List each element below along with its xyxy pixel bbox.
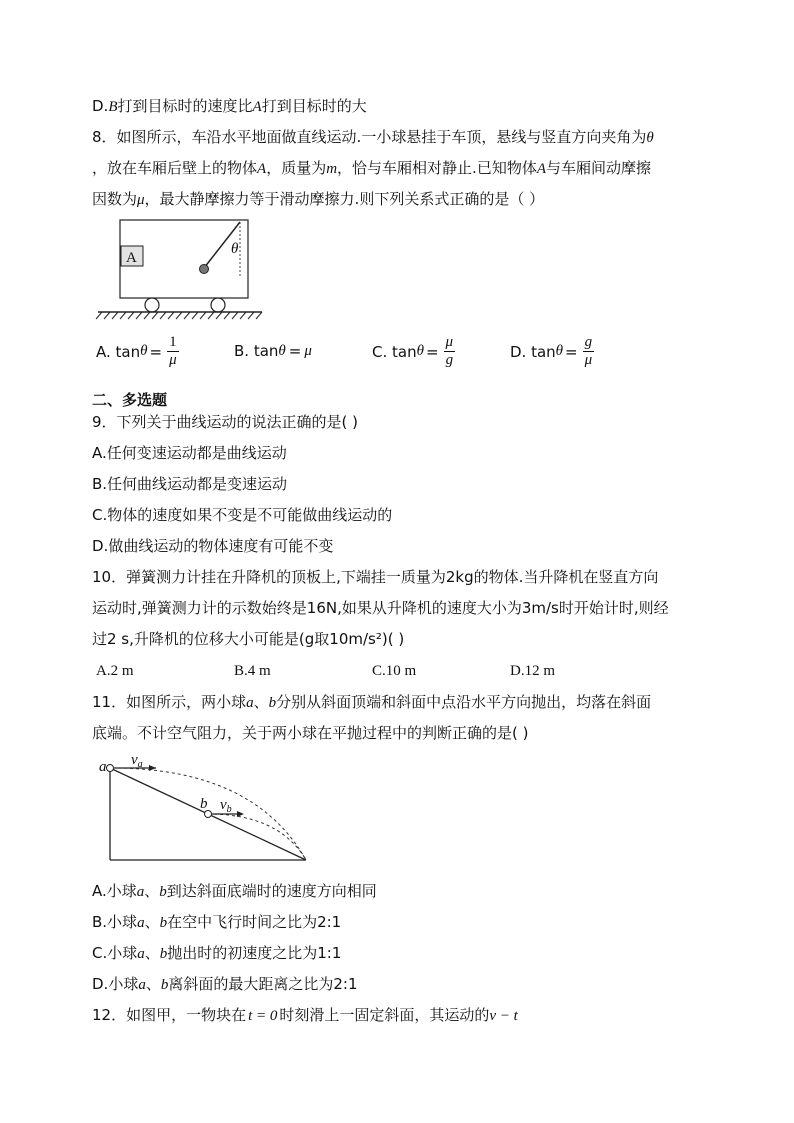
stem-text: 12．如图甲，一物块在 xyxy=(92,1006,247,1024)
var-a: a xyxy=(137,946,145,962)
q9-option-c: C.物体的速度如果不变是不可能做曲线运动的 xyxy=(92,506,393,524)
option-prefix: B. tan xyxy=(234,342,279,360)
option-prefix: D.小球 xyxy=(92,975,139,993)
fraction xyxy=(583,334,595,369)
var-mu: μ xyxy=(137,192,145,208)
var-a: A xyxy=(252,99,262,115)
q11-stem-line1 xyxy=(92,692,651,713)
q8-car-figure xyxy=(94,218,266,324)
var-b: b xyxy=(159,884,167,900)
wheel-front xyxy=(211,298,225,312)
q8-stem-line1 xyxy=(92,127,654,148)
var-a: a xyxy=(138,977,146,993)
var-b: b xyxy=(268,695,277,711)
denominator: μ xyxy=(169,352,177,368)
numerator: 1 xyxy=(169,334,177,350)
var-theta: θ xyxy=(555,343,564,359)
numerator: g xyxy=(584,334,593,350)
var-a: a xyxy=(246,695,254,711)
q10-option-d: D.12 m xyxy=(510,663,555,679)
option-prefix: C. tan xyxy=(372,342,417,361)
q10-option-a: A.2 m xyxy=(96,663,134,679)
denominator: g xyxy=(445,352,454,368)
var-a: a xyxy=(137,915,145,931)
stem-text: ，放在车厢后壁上的物体 xyxy=(92,159,258,177)
stem-text: 因数为 xyxy=(92,190,138,208)
equals-sign: = xyxy=(288,342,302,360)
q11-option-b xyxy=(92,912,341,933)
equals-sign: = xyxy=(149,342,163,361)
theta-label: θ xyxy=(231,241,239,257)
option-prefix: B.小球 xyxy=(92,913,138,931)
q11-stem-line2: 底端。不计空气阻力，关于两小球在平抛过程中的判断正确的是( ) xyxy=(92,724,529,742)
q8-option-c xyxy=(372,334,455,369)
q8-stem-line3 xyxy=(92,189,544,210)
q11-option-a xyxy=(92,881,377,902)
separator: 、 xyxy=(253,693,269,711)
var-b: b xyxy=(160,977,169,993)
equals-sign: = xyxy=(565,342,578,361)
denominator: μ xyxy=(584,352,593,368)
stem-text: 8．如图所示，车沿水平地面做直线运动.一小球悬挂于车顶，悬线与竖直方向夹角为 xyxy=(92,128,647,146)
numerator: μ xyxy=(445,334,454,350)
q10-stem-line3: 过2 s,升降机的位移大小可能是(g取10m/s²)( ) xyxy=(92,630,405,648)
separator: 、 xyxy=(145,975,161,993)
label-a: a xyxy=(99,759,107,775)
q9-option-b: B.任何曲线运动都是变速运动 xyxy=(92,475,288,493)
object-a-label: A xyxy=(126,250,137,266)
stem-text: 时刻滑上一固定斜面，其运动的 xyxy=(279,1006,490,1024)
var-m: m xyxy=(326,161,338,177)
option-prefix: D. xyxy=(92,97,109,115)
option-prefix: A.小球 xyxy=(92,882,137,900)
option-text: 到达斜面底端时的速度方向相同 xyxy=(166,882,377,900)
var-b: B xyxy=(108,99,118,115)
q10-stem-line1: 10．弹簧测力计挂在升降机的顶板上,下端挂一质量为2kg的物体.当升降机在竖直方向 xyxy=(92,568,659,586)
option-prefix: C.小球 xyxy=(92,944,138,962)
wheel-rear xyxy=(145,298,159,312)
separator: 、 xyxy=(144,944,160,962)
q9-option-a: A.任何变速运动都是曲线运动 xyxy=(92,444,287,462)
q10-option-c: C.10 m xyxy=(372,663,417,679)
separator: 、 xyxy=(144,913,160,931)
var-a: A xyxy=(536,161,546,177)
q11-option-d xyxy=(92,974,358,995)
ball-a xyxy=(107,765,114,772)
var-theta: θ xyxy=(416,343,424,359)
q7-option-d xyxy=(92,96,367,117)
label-va: $v_a$ xyxy=(131,752,143,770)
fraction xyxy=(167,334,179,369)
q8-option-b xyxy=(234,342,312,360)
option-text: 离斜面的最大距离之比为2:1 xyxy=(168,975,358,993)
q11-incline-figure xyxy=(94,752,314,864)
stem-text: ，质量为 xyxy=(266,159,327,177)
q8-option-d xyxy=(510,334,594,369)
q9-stem: 9．下列关于曲线运动的说法正确的是( ) xyxy=(92,413,359,431)
separator: 、 xyxy=(144,882,160,900)
option-text: 抛出时的初速度之比为1:1 xyxy=(167,944,342,962)
q11-option-c xyxy=(92,943,341,964)
var-a: A xyxy=(257,161,267,177)
pendulum-ball xyxy=(200,265,209,274)
arrowhead-b xyxy=(237,811,244,817)
math-vt: v − t xyxy=(489,1008,518,1024)
var-theta: θ xyxy=(140,343,148,359)
q12-stem xyxy=(92,1005,518,1026)
stem-text: ，最大静摩擦力等于滑动摩擦力.则下列关系式正确的是（ ） xyxy=(144,190,545,208)
option-text: 打到目标时的速度比 xyxy=(117,97,253,115)
option-prefix: A. tan xyxy=(96,342,141,361)
section-title-multi-choice: 二、多选题 xyxy=(92,391,168,409)
equals-sign: = xyxy=(425,342,439,361)
label-b: b xyxy=(200,796,208,812)
var-b: b xyxy=(159,946,168,962)
math-condition: t = 0 xyxy=(248,1008,278,1024)
label-vb: $v_b$ xyxy=(220,797,232,815)
option-text: 在空中飞行时间之比为2:1 xyxy=(167,913,342,931)
q10-option-b: B.4 m xyxy=(234,663,271,679)
q8-option-a xyxy=(96,334,179,369)
q8-stem-line2 xyxy=(92,158,651,179)
var-theta: θ xyxy=(278,342,286,359)
var-b: b xyxy=(159,915,168,931)
stem-text: 11．如图所示，两小球 xyxy=(92,693,247,711)
stem-text: 与车厢间动摩擦 xyxy=(546,159,652,177)
var-theta: θ xyxy=(646,130,654,146)
var-a: a xyxy=(136,884,145,900)
stem-text: ，恰与车厢相对静止.已知物体 xyxy=(337,159,537,177)
fraction xyxy=(444,334,456,369)
q10-stem-line2: 运动时,弹簧测力计的示数始终是16N,如果从升降机的速度大小为3m/s时开始计时,则经 xyxy=(92,599,669,617)
option-prefix: D. tan xyxy=(510,342,556,361)
ground-hatch xyxy=(96,312,262,319)
option-text: 打到目标时的大 xyxy=(261,97,367,115)
q9-option-d: D.做曲线运动的物体速度有可能不变 xyxy=(92,537,334,555)
stem-text: 分别从斜面顶端和斜面中点沿水平方向抛出，均落在斜面 xyxy=(276,693,652,711)
var-mu: μ xyxy=(304,342,312,359)
